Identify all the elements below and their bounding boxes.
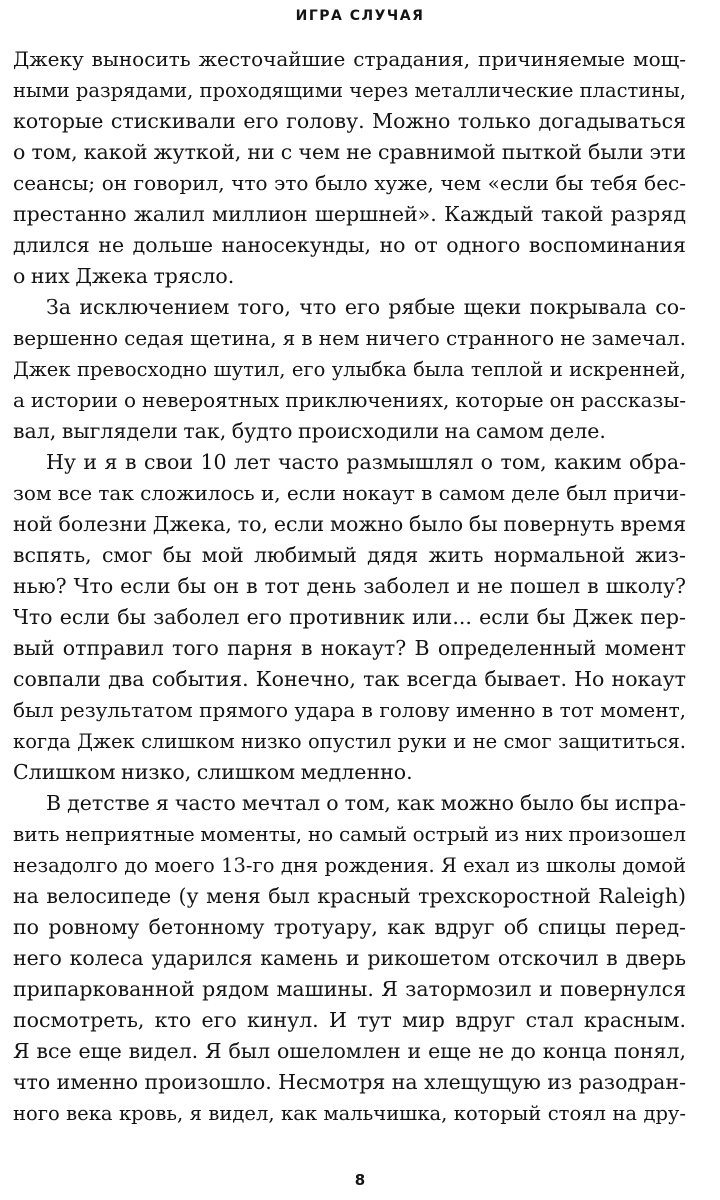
paragraph — [13, 788, 686, 1129]
text-line: вал, выглядели так, будто происходили на самом деле. — [13, 419, 606, 443]
text-line: вспять, смог бы мой любимый дядя жить нормальной жиз- — [13, 543, 686, 567]
text-line: что именно произошло. Несмотря на хлещущую из разодран- — [13, 1070, 686, 1094]
text-line: Джеку выносить жесточайшие страдания, причиняемые мощ- — [13, 47, 686, 71]
paragraph — [13, 447, 686, 788]
text-line: о них Джека трясло. — [13, 264, 235, 288]
text-line: В детстве я часто мечтал о том, как можно было бы испра- — [46, 791, 686, 815]
text-line: Слишком низко, слишком медленно. — [13, 760, 413, 784]
paragraph — [13, 44, 686, 292]
text-line: вить неприятные моменты, но самый острый из них произошел — [13, 822, 686, 846]
text-line: ного века кровь, я видел, как мальчишка, который стоял на дру- — [13, 1102, 686, 1125]
text-line: по ровному бетонному тротуару, как вдруг об спицы перед- — [13, 915, 686, 939]
text-line: когда Джек слишком низко опустил руки и не смог защититься. — [13, 730, 686, 753]
body-text — [13, 44, 686, 1129]
text-line: припаркованной рядом машины. Я затормозил и повернулся — [13, 977, 686, 1001]
text-line: которые стискивали его голову. Можно только догадываться — [13, 109, 686, 133]
text-line: ной болезни Джека, то, если можно было бы повернуть время — [13, 512, 686, 536]
page-number: 8 — [354, 1171, 366, 1189]
text-line: длился не дольше наносекунды, но от одного воспоминания — [13, 233, 686, 257]
text-line: посмотреть, кто его кинул. И тут мир вдруг стал красным. — [13, 1008, 686, 1032]
text-line: зом все так сложилось и, если нокаут в самом деле был причи- — [13, 481, 686, 505]
paragraph — [13, 292, 686, 447]
text-line: Я все еще видел. Я был ошеломлен и еще не до конца понял, — [13, 1039, 686, 1063]
text-line: За исключением того, что его рябые щеки покрывала со- — [46, 295, 686, 319]
text-line: Джек превосходно шутил, его улыбка была теплой и искренней, — [13, 358, 686, 381]
text-line: был результатом прямого удара в голову именно в тот момент, — [13, 698, 686, 722]
text-line: Ну и я в свои 10 лет часто размышлял о том, каким обра- — [46, 450, 686, 474]
running-head: ИГРА СЛУЧАЯ — [295, 8, 425, 24]
text-line: на велосипеде (у меня был красный трехскоростной Raleigh) — [13, 884, 686, 908]
text-line: совпали два события. Конечно, так всегда бывает. Но нокаут — [13, 667, 686, 691]
text-line: престанно жалил миллион шершней». Каждый такой разряд — [13, 202, 686, 226]
text-line: вершенно седая щетина, я в нем ничего странного не замечал. — [13, 326, 686, 350]
text-line: него колеса ударился камень и рикошетом отскочил в дверь — [13, 946, 686, 970]
text-line: ными разрядами, проходящими через металлические пластины, — [13, 79, 686, 102]
text-line: а истории о невероятных приключениях, которые он рассказы- — [13, 388, 686, 412]
text-line: сеансы; он говорил, что это было хуже, чем «если бы тебя бес- — [13, 171, 686, 195]
text-line: вый отправил того парня в нокаут? В определенный момент — [13, 636, 686, 660]
text-line: о том, какой жуткой, ни с чем не сравнимой пыткой были эти — [13, 140, 686, 164]
text-line: незадолго до моего 13-го дня рождения. Я ехал из школы домой — [13, 854, 686, 877]
text-line: Что если бы заболел его противник или... если бы Джек пер- — [13, 605, 686, 629]
text-line: нью? Что если бы он в тот день заболел и не пошел в школу? — [13, 574, 686, 598]
